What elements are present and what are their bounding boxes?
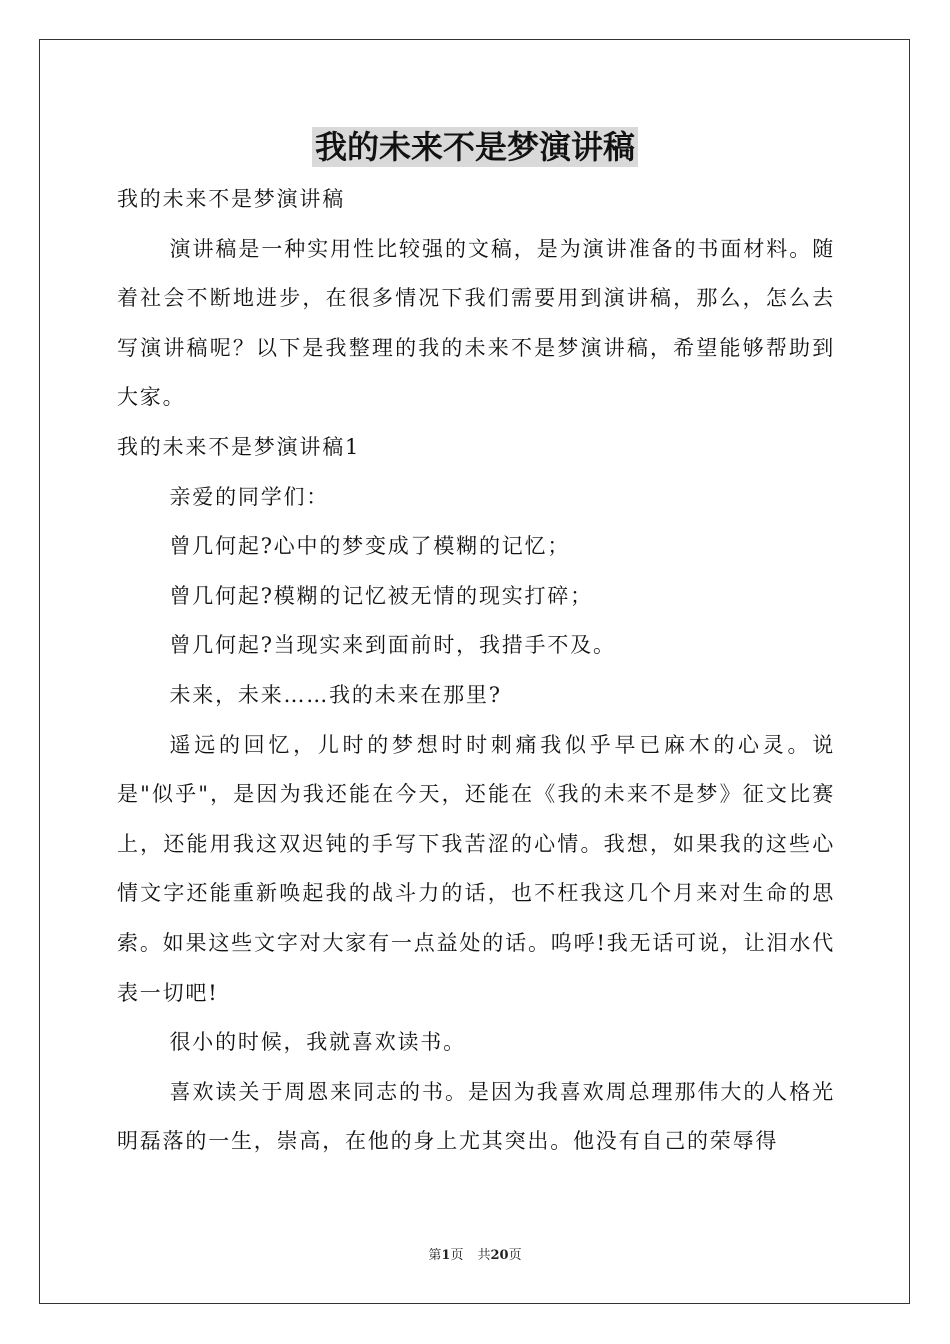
paragraph: 很小的时候，我就喜欢读书。 xyxy=(169,1030,466,1055)
footer-total-prefix: 共 xyxy=(477,1248,491,1263)
document-body xyxy=(117,175,835,1167)
paragraph: 未来，未来……我的未来在那里? xyxy=(169,682,502,707)
paragraph: 曾几何起?模糊的记忆被无情的现实打碎； xyxy=(169,583,593,608)
paragraph: 我的未来不是梦演讲稿 xyxy=(117,187,345,211)
paragraph: 亲爱的同学们： xyxy=(169,484,330,509)
footer-page-current: 1 xyxy=(441,1248,451,1263)
paragraph: 喜欢读关于周恩来同志的书。是因为我喜欢周总理那伟大的人格光明磊落的一生，崇高，在他的身上尤其突出。他没有自己的荣辱得 xyxy=(117,1079,835,1154)
footer-total-pages: 20 xyxy=(490,1248,509,1263)
title-container xyxy=(0,127,950,167)
paragraph: 曾几何起?当现实来到面前时，我措手不及。 xyxy=(169,633,616,658)
document-title: 我的未来不是梦演讲稿 xyxy=(312,127,638,167)
paragraph: 曾几何起?心中的梦变成了模糊的记忆； xyxy=(169,534,571,559)
paragraph: 演讲稿是一种实用性比较强的文稿，是为演讲准备的书面材料。随着社会不断地进步，在很多情况下我们需要用到演讲稿，那么，怎么去写演讲稿呢？以下是我整理的我的未来不是梦演讲稿，希望能够帮助到大家。 xyxy=(117,236,835,410)
footer-page-prefix: 第 xyxy=(428,1248,442,1263)
page-footer xyxy=(0,1247,950,1265)
footer-page-suffix: 页 xyxy=(450,1248,464,1263)
paragraph: 遥远的回忆，儿时的梦想时时刺痛我似乎早已麻木的心灵。说是"似乎"，是因为我还能在今天，还能在《我的未来不是梦》征文比赛上，还能用我这双迟钝的手写下我苦涩的心情。我想，如果我的这些心情文字还能重新唤起我的战斗力的话，也不枉我这几个月来对生命的思索。如果这些文字对大家有一点益处的话。呜呼!我无话可说，让泪水代表一切吧! xyxy=(117,732,835,1005)
footer-total-suffix: 页 xyxy=(508,1248,522,1263)
paragraph: 我的未来不是梦演讲稿1 xyxy=(117,434,361,459)
